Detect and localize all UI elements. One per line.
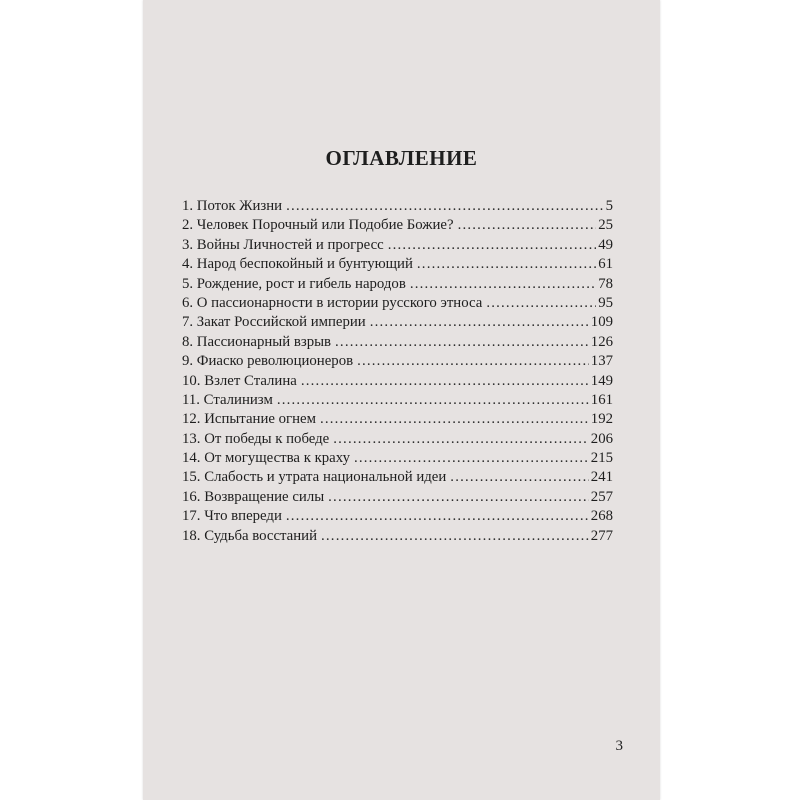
table-of-contents xyxy=(182,198,613,547)
toc-leader-dots xyxy=(301,373,589,390)
toc-entry-3 xyxy=(182,237,613,256)
toc-entry-10 xyxy=(182,373,613,392)
toc-leader-dots xyxy=(286,198,603,215)
toc-entry-page: 161 xyxy=(590,391,613,408)
toc-entry-title: 15. Слабость и утрата национальной идеи xyxy=(182,469,447,486)
toc-leader-dots xyxy=(335,334,589,351)
toc-entry-page: 241 xyxy=(590,469,613,486)
toc-entry-page: 25 xyxy=(598,217,613,234)
toc-entry-15 xyxy=(182,469,613,488)
toc-entry-title: 14. От могущества к краху xyxy=(182,450,350,467)
toc-entry-title: 11. Сталинизм xyxy=(182,391,273,408)
toc-entry-title: 1. Поток Жизни xyxy=(182,198,283,214)
toc-entry-page: 61 xyxy=(598,256,613,273)
toc-entry-title: 5. Рождение, рост и гибель народов xyxy=(182,275,406,292)
toc-leader-dots xyxy=(388,237,596,254)
toc-leader-dots xyxy=(357,353,589,370)
toc-leader-dots xyxy=(320,411,589,428)
toc-entry-18 xyxy=(182,528,613,547)
toc-leader-dots xyxy=(286,508,589,525)
toc-entry-16 xyxy=(182,489,613,508)
toc-entry-title: 4. Народ беспокойный и бунтующий xyxy=(182,256,413,273)
toc-entry-title: 2. Человек Порочный или Подобие Божие? xyxy=(182,217,454,234)
toc-entry-title: 13. От победы к победе xyxy=(182,430,330,447)
page-number: 3 xyxy=(615,738,623,754)
toc-entry-8 xyxy=(182,334,613,353)
toc-entry-page: 126 xyxy=(590,333,613,350)
toc-entry-page: 192 xyxy=(590,411,613,428)
toc-entry-title: 9. Фиаско революционеров xyxy=(182,353,354,370)
toc-entry-page: 95 xyxy=(598,294,613,311)
toc-entry-title: 7. Закат Российской империи xyxy=(182,314,366,331)
toc-entry-title: 12. Испытание огнем xyxy=(182,411,316,428)
toc-entry-page: 78 xyxy=(598,275,613,292)
toc-leader-dots xyxy=(277,392,589,409)
toc-entry-9 xyxy=(182,353,613,372)
toc-leader-dots xyxy=(333,431,589,448)
toc-leader-dots xyxy=(410,276,596,293)
toc-entry-page: 137 xyxy=(590,353,613,370)
toc-entry-title: 18. Судьба восстаний xyxy=(182,527,317,544)
toc-entry-page: 277 xyxy=(590,527,613,544)
toc-entry-title: 17. Что впереди xyxy=(182,508,282,525)
page-title: ОГЛАВЛЕНИЕ xyxy=(325,146,478,170)
toc-entry-title: 3. Войны Личностей и прогресс xyxy=(182,236,384,253)
toc-leader-dots xyxy=(486,295,596,312)
toc-entry-page: 109 xyxy=(590,314,613,331)
toc-entry-title: 10. Взлет Сталина xyxy=(182,372,297,389)
toc-leader-dots xyxy=(354,450,589,467)
toc-entry-4 xyxy=(182,256,613,275)
toc-entry-13 xyxy=(182,431,613,450)
toc-entry-page: 149 xyxy=(590,372,613,389)
toc-entry-6 xyxy=(182,295,613,314)
toc-entry-page: 268 xyxy=(590,508,613,525)
toc-entry-title: 16. Возвращение силы xyxy=(182,488,325,505)
toc-entry-page: 5 xyxy=(605,198,613,214)
toc-leader-dots xyxy=(328,489,589,506)
toc-entry-14 xyxy=(182,450,613,469)
toc-entry-1 xyxy=(182,198,613,217)
toc-entry-5 xyxy=(182,276,613,295)
toc-leader-dots xyxy=(458,217,597,234)
toc-leader-dots xyxy=(417,256,596,273)
toc-entry-17 xyxy=(182,508,613,527)
toc-leader-dots xyxy=(321,528,589,545)
toc-leader-dots xyxy=(450,469,589,486)
toc-entry-page: 206 xyxy=(590,430,613,447)
toc-entry-title: 8. Пассионарный взрыв xyxy=(182,333,332,350)
toc-leader-dots xyxy=(370,314,589,331)
toc-entry-2 xyxy=(182,217,613,236)
toc-entry-title: 6. О пассионарности в истории русского этноса xyxy=(182,294,483,311)
toc-entry-page: 257 xyxy=(590,488,613,505)
toc-entry-11 xyxy=(182,392,613,411)
toc-entry-page: 215 xyxy=(590,450,613,467)
book-page xyxy=(143,0,660,800)
toc-entry-12 xyxy=(182,411,613,430)
toc-entry-7 xyxy=(182,314,613,333)
toc-entry-page: 49 xyxy=(598,236,613,253)
